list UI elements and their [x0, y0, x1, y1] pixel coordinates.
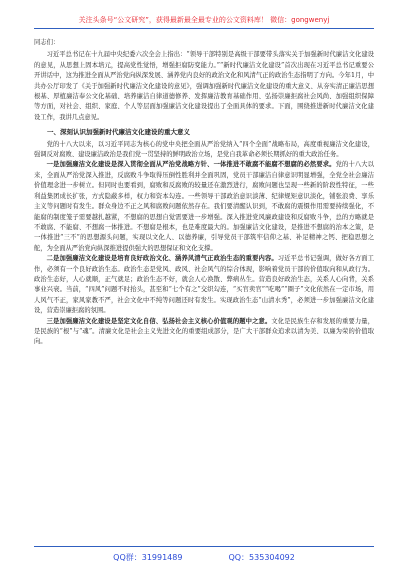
point-paragraph-1 [34, 160, 374, 254]
point-lead-1: 一是加强廉洁文化建设是深入贯彻全面从严治党战略方针、一体推进不敢腐不能腐不想腐的必然要求。 [46, 161, 336, 169]
point-text-1: 党的十八大以来，全面从严治党深入推进，反腐败斗争取得压倒性胜利并全面巩固，党员干部廉洁自律意识明显增强，全党全社会廉洁价值理念进一步树立。但同时也要看到，腐败和反腐败的较量还在激烈进行，腐败问题也呈现一些新的阶段性特征，一些利益集团成长扩张，方式隐蔽多样，权力和资本勾连。一些领导干部政治意识淡薄、纪律规矩意识淡化，铺张浪费、享乐主义等问题时有发生。群众身边不正之风和腐败问题依然存在。我们要清醒认识到，不敢腐的震慑作用需要持续强化，不能腐的制度笼子需要越扎越紧，不想腐的思想自觉需要进一步增强。深入推进党风廉政建设和反腐败斗争，总的方略就是不敢腐、不能腐、不想腐一体推进。不想腐是根本，也是难度最大的。加强廉洁文化建设，是推进不想腐的治本之策，是一体推进“三不”的思想源头问题，实现以文化人、以德养廉，引导党员干部筑牢信仰之基、补足精神之钙、把稳思想之舵，为全面从严治党向纵深推进提供强大的思想保证和文化支撑。 [34, 161, 374, 252]
point-paragraph-2 [34, 254, 374, 316]
point-text-3: 文化是民族生存和发展的重要力量，是民族的“根”与“魂”。清廉文化是社会主义先进文化的重要组成部分，是广大干部群众追求以清为美、以廉为荣的价值取向。 [34, 317, 374, 346]
header-banner: 关注头条号“公文研究”，获得最新最全最专业的公文资料库！ 微信：gongwenyj [78, 16, 330, 24]
greeting: 同志们： [34, 39, 60, 46]
section-heading: 一、深刻认识加强新时代廉洁文化建设的重大意义 [47, 128, 190, 137]
section-intro-paragraph: 党的十八大以来，以习近平同志为核心的党中央把全面从严治党纳入“四个全面”战略布局，高度重视廉洁文化建设，强调反对腐败、建设廉洁政治是我们党一贯坚持的鲜明政治立场，是党自我革命必须长期抓好的重大政治任务。 [34, 140, 374, 159]
footer-contact [34, 551, 374, 565]
point-lead-2: 二是加强廉洁文化建设是培育良好政治文化、涵养风清气正政治生态的重要内容。 [46, 255, 278, 263]
header-rule [34, 28, 374, 29]
point-paragraph-3 [34, 317, 374, 348]
footer-rule [34, 546, 374, 547]
intro-paragraph: 习近平总书记在十九届中央纪委六次全会上指出：“领导干部特别是高级干部要带头落实关于加强新时代廉洁文化建设的意见，从思想上固本培元，提高党性觉悟，增强拒腐防变能力。”“新时代廉洁文化建设”首次出现在习近平总书记重要公开讲话中，这为推进全面从严治党向纵深发展、涵养党内良好的政治文化和风清气正的政治生态指明了方向。今年1月，中共办公厅印发了《关于加强新时代廉洁文化建设的意见》，强调加强新时代廉洁文化建设的重大意义、从夯实清正廉洁思想根基、厚植廉洁奉公文化基础、培养廉洁自律道德修养、发挥廉洁教育基础作用、弘扬崇廉拒腐社会风尚、加强组织保障等方面，对社会、组织、家庭、个人等层面加强廉洁文化建设提出了全面具体的要求。下面，围绕推进新时代廉洁文化建设工作，我讲几点意见。 [34, 51, 374, 121]
document-body [34, 38, 374, 543]
footer-qq-group: QQ群：31991489 [113, 553, 183, 562]
point-lead-3: 三是加强廉洁文化建设是坚定文化自信、弘扬社会主义核心价值观的题中之意。 [46, 317, 272, 325]
footer-qq: QQ：535304092 [228, 553, 295, 562]
point-text-2: 习近平总书记强调，做好各方面工作，必须有一个良好政治生态。政治生态是党风、政风、社会风气的综合体现，影响着党员干部的价值取向和从政行为。政治生态好，人心就顺，正气就足；政治生态不好，就会人心涣散、弊病丛生。营造良好政治生态，关系人心向背，关系事业兴衰。当前，“四风”问题不时抬头，甚至和“七个有之”交织勾连，“买官卖官”“吃喝”“圈子”文化依然在一定市场，用人风气不正，家风家教不严，社会文化中不纯等问题还时有发生。实现政治生态“山清水秀”，必须进一步加强廉洁文化建设，营造崇廉拒腐的氛围。 [34, 255, 374, 315]
